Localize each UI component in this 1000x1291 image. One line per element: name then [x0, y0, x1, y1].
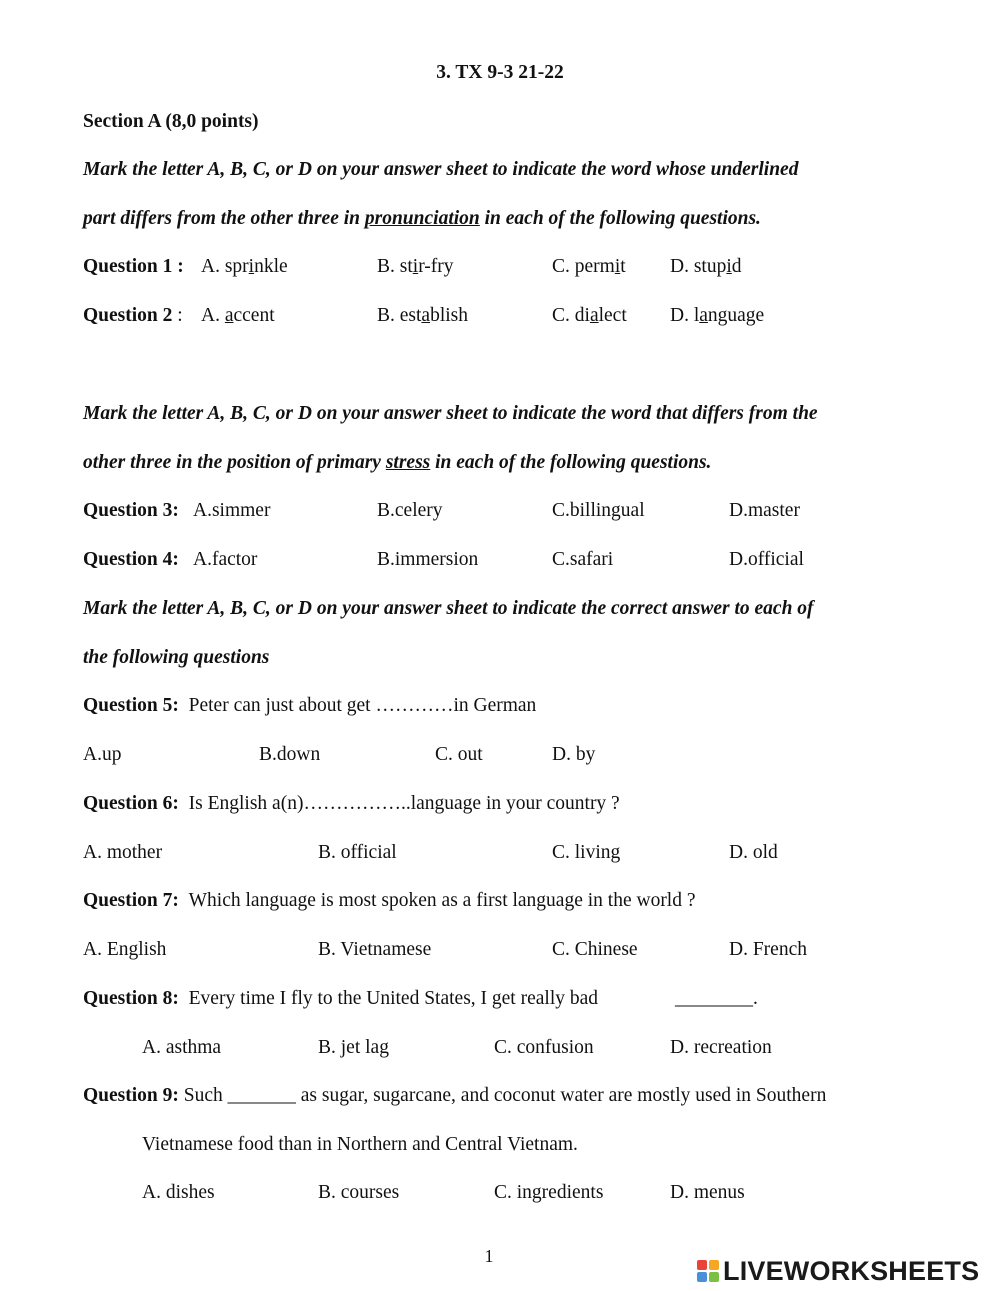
question-label: Question 9: — [83, 1085, 179, 1106]
question-text: Peter can just about get …………in German — [188, 695, 537, 716]
option-c[interactable]: C. out — [435, 744, 483, 765]
option-a[interactable]: A.up — [83, 744, 122, 765]
liveworksheets-logo-icon — [697, 1260, 719, 1282]
option-c[interactable]: C. permit — [552, 256, 626, 277]
question-9: Question 9: Such _______ as sugar, sugarcane, and coconut water are mostly used in Southern — [83, 1085, 827, 1106]
instruction-3-line-1: Mark the letter A, B, C, or D on your answer sheet to indicate the correct answer to each of — [83, 598, 814, 619]
option-d[interactable]: D. recreation — [670, 1037, 772, 1058]
option-d[interactable]: D. by — [552, 744, 596, 765]
instruction-2-line-1: Mark the letter A, B, C, or D on your answer sheet to indicate the word that differs from the — [83, 403, 818, 424]
option-b[interactable]: B.down — [259, 744, 321, 765]
question-label: Question 4: — [83, 549, 179, 570]
question-6 — [83, 792, 620, 816]
page-number: 1 — [484, 1246, 494, 1266]
option-c[interactable]: C.safari — [552, 549, 614, 570]
option-c[interactable]: C. confusion — [494, 1037, 594, 1058]
underlined-keyword: stress — [385, 452, 431, 473]
question-9-line-2: Vietnamese food than in Northern and Central Vietnam. — [142, 1134, 578, 1155]
answer-blank: _______ — [227, 1085, 296, 1106]
instruction-2-line-2: other three in the position of primary stress in each of the following questions. — [83, 452, 712, 473]
option-a[interactable]: A.simmer — [193, 500, 271, 521]
logo-square — [709, 1260, 719, 1270]
option-b[interactable]: B.immersion — [377, 549, 479, 570]
option-d[interactable]: D.master — [729, 500, 800, 521]
option-a[interactable]: A. dishes — [142, 1182, 215, 1203]
underlined-keyword: pronunciation — [364, 208, 480, 229]
instruction-1-line-2: part differs from the other three in pronunciation in each of the following questions. — [83, 208, 761, 229]
logo-square — [709, 1272, 719, 1282]
option-c[interactable]: C. Chinese — [552, 939, 638, 960]
option-d[interactable]: D. language — [670, 305, 765, 326]
option-a[interactable]: A. accent — [201, 305, 275, 326]
page-title: 3. TX 9-3 21-22 — [436, 62, 564, 83]
option-d[interactable]: D. stupid — [670, 256, 742, 277]
instruction-3-line-2: the following questions — [83, 647, 270, 668]
option-d[interactable]: D. French — [729, 939, 807, 960]
question-text: Every time I fly to the United States, I get really bad — [188, 988, 599, 1009]
question-8 — [83, 987, 983, 1011]
question-3 — [83, 499, 983, 523]
question-4 — [83, 548, 983, 572]
option-a[interactable]: A. asthma — [142, 1037, 222, 1058]
option-b[interactable]: B. jet lag — [318, 1037, 389, 1058]
logo-square — [697, 1260, 707, 1270]
question-label: Question 3: — [83, 500, 179, 521]
option-c[interactable]: C.billingual — [552, 500, 645, 521]
option-c[interactable]: C. dialect — [552, 305, 627, 326]
question-label: Question 5: — [83, 695, 179, 716]
option-b[interactable]: B. establish — [377, 305, 469, 326]
option-c[interactable]: C. living — [552, 842, 621, 863]
answer-blank: ________. — [675, 988, 758, 1009]
question-1 — [83, 255, 983, 279]
question-7 — [83, 889, 696, 913]
option-d[interactable]: D. menus — [670, 1182, 745, 1203]
question-label: Question 6: — [83, 793, 179, 814]
question-label: Question 1 : — [83, 256, 184, 277]
option-d[interactable]: D. old — [729, 842, 778, 863]
option-b[interactable]: B. courses — [318, 1182, 400, 1203]
option-b[interactable]: B. official — [318, 842, 397, 863]
question-5 — [83, 694, 536, 718]
question-label: Question 2 : — [83, 305, 183, 326]
instruction-1-line-1: Mark the letter A, B, C, or D on your answer sheet to indicate the word whose underlined — [83, 159, 799, 180]
question-text: Is English a(n)……………..language in your country ? — [188, 793, 620, 814]
logo-square — [697, 1272, 707, 1282]
option-a[interactable]: A.factor — [193, 549, 258, 570]
option-d[interactable]: D.official — [729, 549, 804, 570]
question-label: Question 7: — [83, 890, 179, 911]
liveworksheets-logo — [697, 1255, 979, 1287]
option-c[interactable]: C. ingredients — [494, 1182, 604, 1203]
question-text: Which language is most spoken as a first language in the world ? — [188, 890, 696, 911]
option-a[interactable]: A. sprinkle — [201, 256, 288, 277]
option-a[interactable]: A. mother — [83, 842, 163, 863]
question-label: Question 8: — [83, 988, 179, 1009]
brand-name: LIVEWORKSHEETS — [723, 1255, 980, 1286]
question-2 — [83, 304, 983, 328]
section-heading: Section A (8,0 points) — [83, 111, 259, 132]
option-b[interactable]: B. Vietnamese — [318, 939, 432, 960]
option-a[interactable]: A. English — [83, 939, 167, 960]
option-b[interactable]: B. stir-fry — [377, 256, 454, 277]
option-b[interactable]: B.celery — [377, 500, 443, 521]
